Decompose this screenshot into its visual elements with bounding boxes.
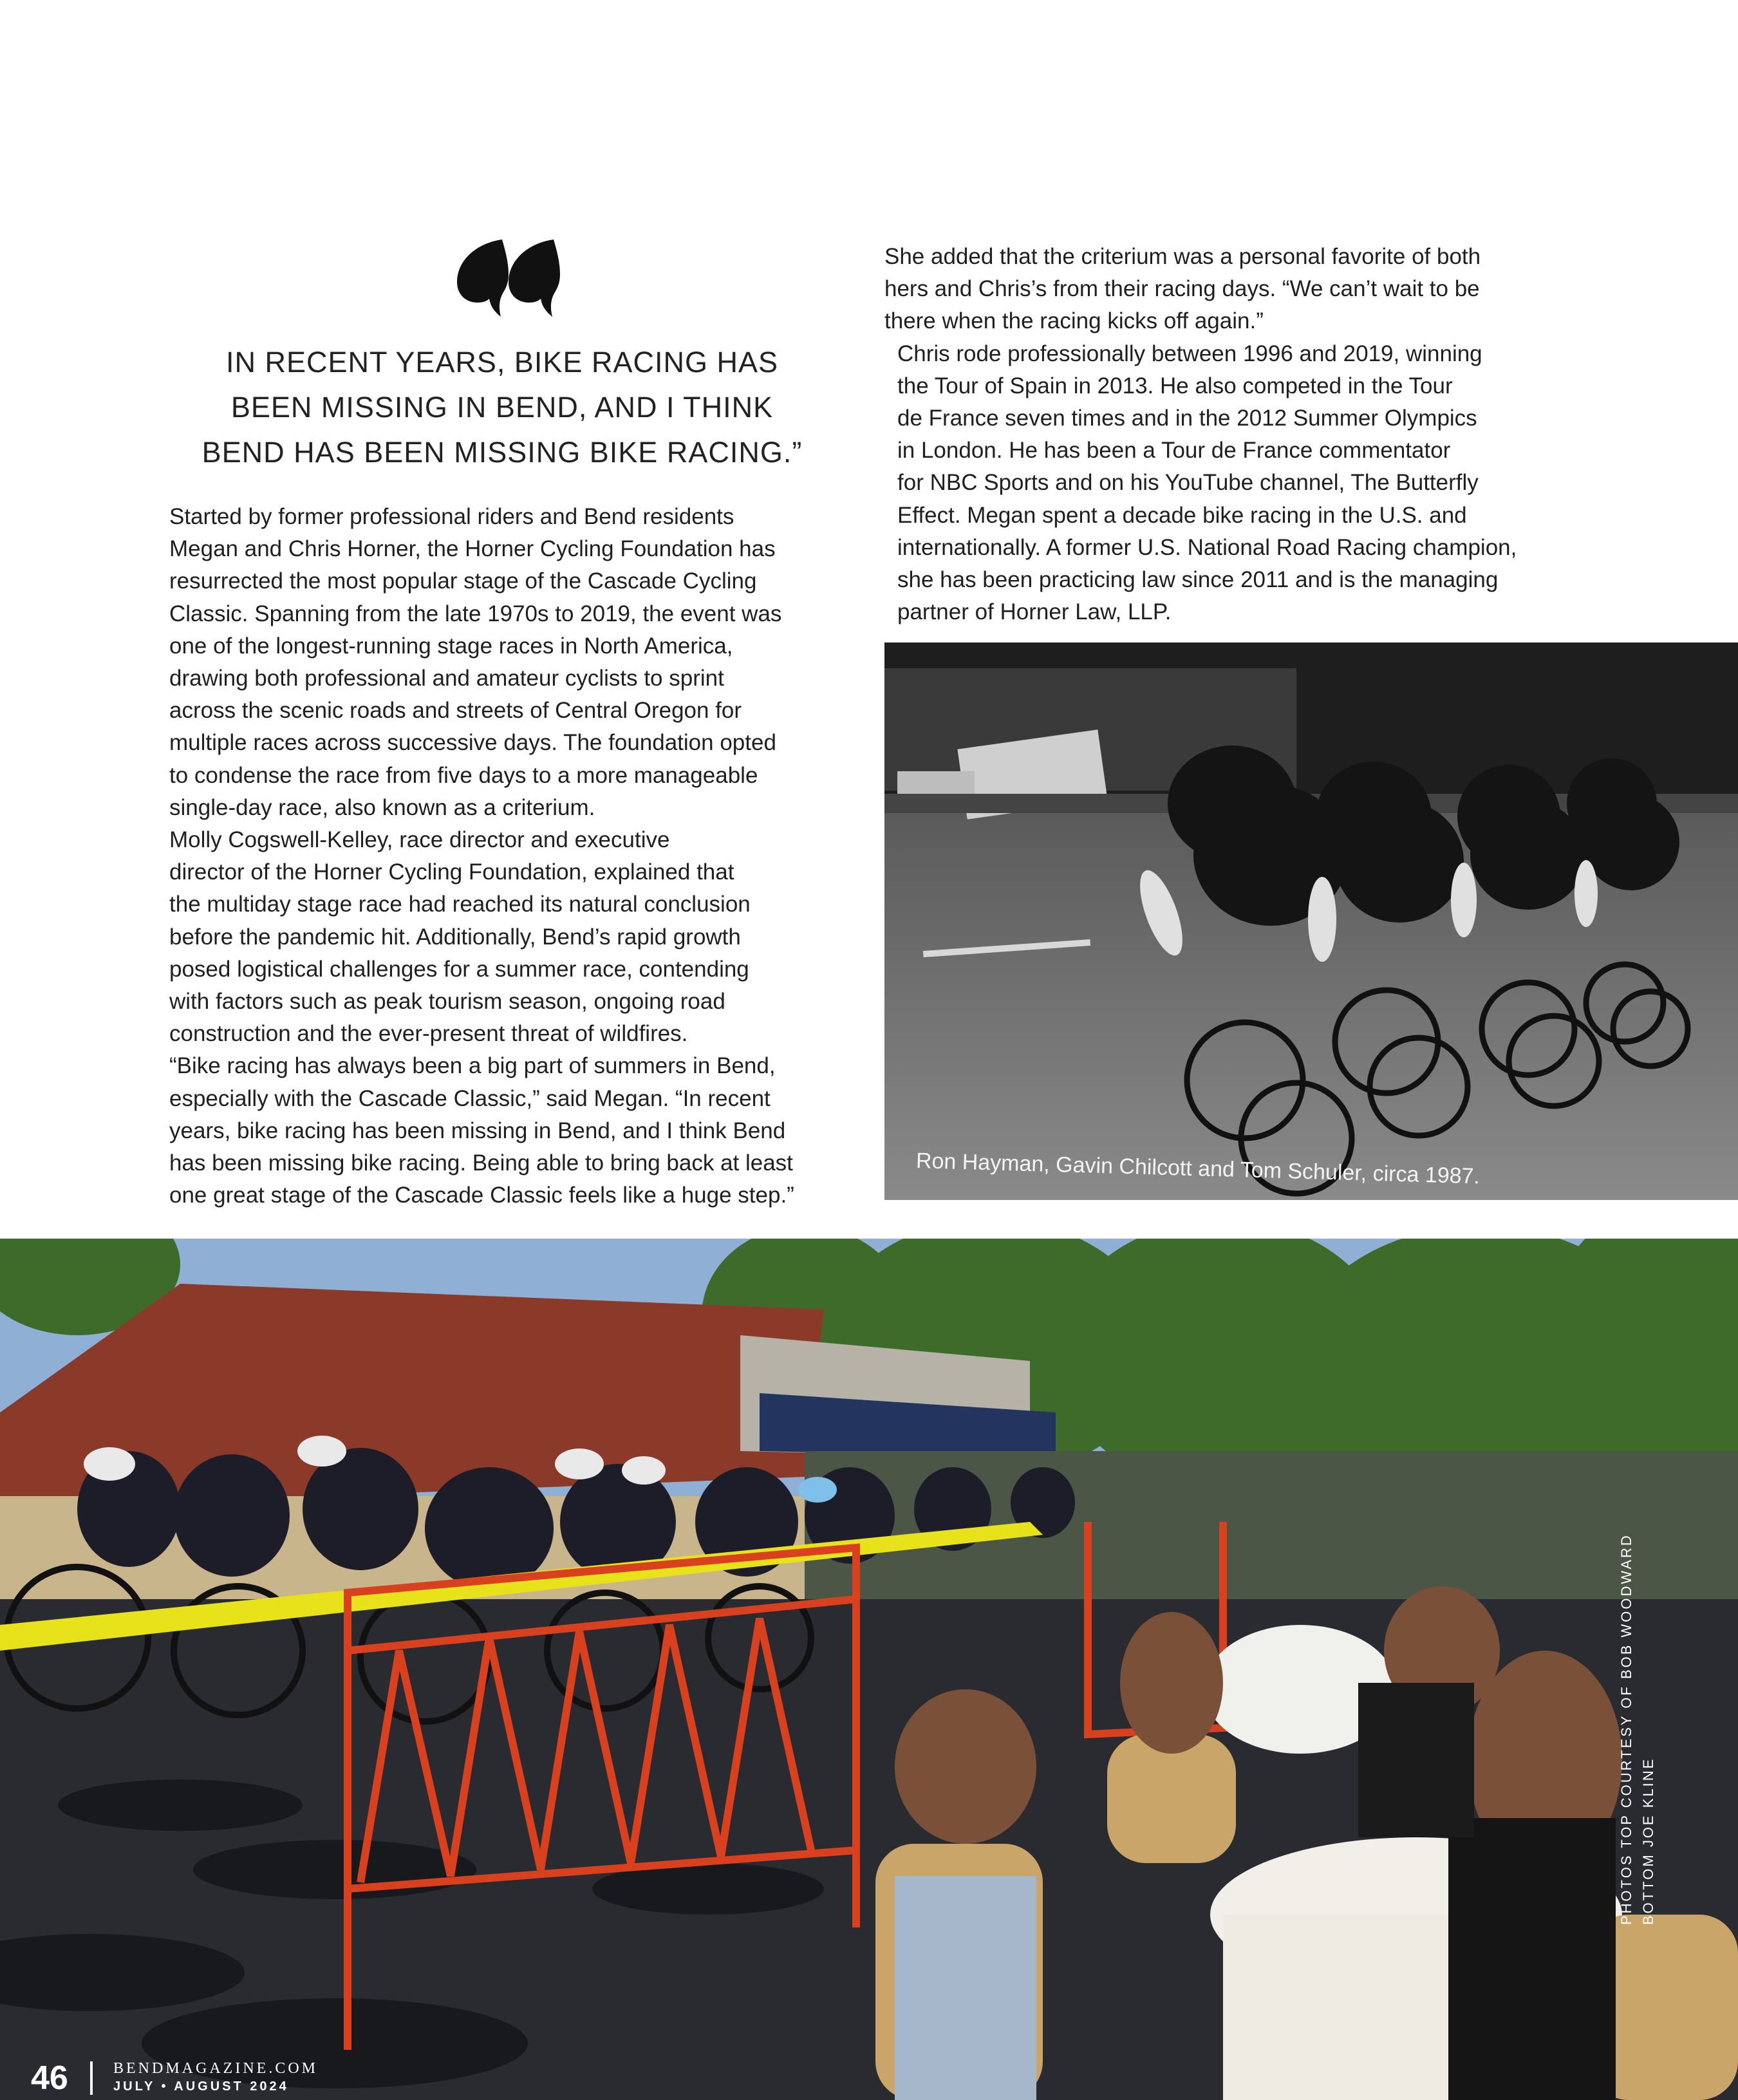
text-line: posed logistical challenges for a summer race, contending	[169, 956, 749, 982]
text-line: director of the Horner Cycling Foundation, explained that	[169, 859, 734, 885]
text-line: one great stage of the Cascade Classic feels like a huge step.”	[169, 1183, 794, 1208]
criterium-race-illustration	[0, 1239, 1738, 2100]
text-line: de France seven times and in the 2012 Summer Olympics	[897, 406, 1477, 431]
photo-credit	[1616, 1533, 1659, 1925]
text-line: “Bike racing has always been a big part of summers in Bend,	[169, 1053, 776, 1079]
body-paragraph	[884, 338, 1605, 629]
photo-credit-line: BOTTOM JOE KLINE	[1640, 1757, 1656, 1925]
text-line: there when the racing kicks off again.”	[884, 308, 1264, 334]
text-line: resurrected the most popular stage of the Cascade Cycling	[169, 568, 757, 594]
text-line: Megan and Chris Horner, the Horner Cycling Foundation has	[169, 536, 776, 562]
text-line: hers and Chris’s from their racing days. “We can’t wait to be	[884, 276, 1480, 302]
photo-credit-line: PHOTOS TOP COURTESY OF BOB WOODWARD	[1618, 1533, 1634, 1925]
pull-quote-line: BEND HAS BEEN MISSING BIKE RACING.”	[201, 436, 803, 469]
pull-quote-line: IN RECENT YEARS, BIKE RACING HAS	[225, 346, 779, 379]
page-number: 46	[31, 2059, 68, 2097]
vintage-cyclists-photo	[884, 642, 1738, 1200]
body-paragraph	[884, 241, 1605, 338]
text-line: the multiday stage race had reached its natural conclusion	[169, 892, 751, 917]
vintage-cyclists-illustration	[884, 642, 1738, 1200]
text-line: multiple races across successive days. The foundation opted	[169, 730, 776, 756]
text-line: with factors such as peak tourism season, ongoing road	[169, 989, 725, 1015]
text-line: partner of Horner Law, LLP.	[897, 599, 1172, 625]
text-line: Effect. Megan spent a decade bike racing in the U.S. and	[897, 502, 1467, 528]
text-line: construction and the ever-present threat of wildfires.	[169, 1021, 688, 1047]
body-paragraph	[156, 1050, 864, 1212]
text-line: has been missing bike racing. Being able to bring back at least	[169, 1150, 793, 1176]
quotation-mark-icon	[457, 239, 560, 317]
footer-divider	[90, 2061, 93, 2095]
text-line: Chris rode professionally between 1996 and 2019, winning	[897, 341, 1482, 366]
right-text-column	[884, 241, 1605, 628]
website-label: BENDMAGAZINE.COM	[113, 2060, 318, 2077]
text-line: Started by former professional riders and Bend residents	[169, 504, 734, 529]
text-line: for NBC Sports and on his YouTube channel, The Butterfly	[897, 470, 1479, 496]
pull-quote	[154, 340, 850, 475]
body-paragraph	[156, 501, 864, 824]
body-paragraph	[156, 824, 864, 1050]
text-line: Molly Cogswell-Kelley, race director and executive	[169, 827, 670, 853]
text-line: Classic. Spanning from the late 1970s to 2019, the event was	[169, 601, 782, 626]
text-line: internationally. A former U.S. National Road Racing champion,	[897, 534, 1517, 560]
text-line: years, bike racing has been missing in Bend, and I think Bend	[169, 1118, 786, 1143]
text-line: the Tour of Spain in 2013. He also competed in the Tour	[897, 373, 1453, 398]
criterium-race-photo	[0, 1239, 1738, 2100]
text-line: single-day race, also known as a criterium.	[169, 794, 595, 820]
pull-quote-line: BEEN MISSING IN BEND, AND I THINK	[230, 391, 774, 424]
issue-date: JULY • AUGUST 2024	[113, 2079, 289, 2094]
text-line: one of the longest-running stage races in North America,	[169, 633, 733, 659]
text-line: She added that the criterium was a personal favorite of both	[884, 244, 1481, 269]
text-line: across the scenic roads and streets of Central Oregon for	[169, 698, 742, 724]
text-line: especially with the Cascade Classic,” said Megan. “In recent	[169, 1085, 771, 1111]
text-line: she has been practicing law since 2011 and is the managing	[897, 567, 1499, 593]
text-line: drawing both professional and amateur cyclists to sprint	[169, 666, 724, 691]
text-line: to condense the race from five days to a more manageable	[169, 762, 758, 788]
photo-caption: Ron Hayman, Gavin Chilcott and Tom Schuler, circa 1987.	[915, 1148, 1481, 1189]
left-text-column	[156, 501, 864, 1212]
text-line: in London. He has been a Tour de France commentator	[897, 438, 1451, 464]
text-line: before the pandemic hit. Additionally, Bend’s rapid growth	[169, 924, 741, 950]
